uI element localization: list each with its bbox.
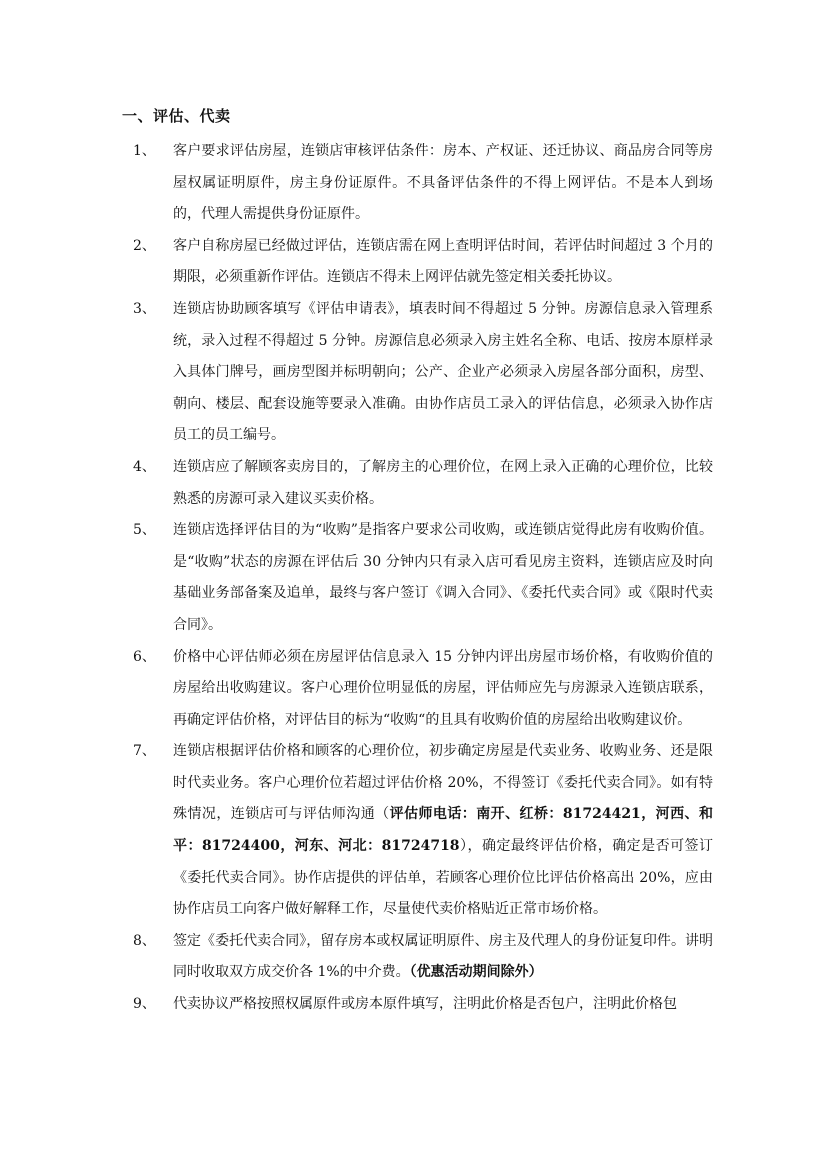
list-item-3 [133,294,713,452]
list-item-8 [133,926,713,989]
item-number: 7、 [133,743,156,760]
item-text-before: 签定《委托代卖合同》，留存房本或权属证明原件、房主及代理人的身份证复印件。讲明同时收取双方成交价各 1%的中介费。 [173,932,713,981]
list-item-2 [133,231,713,294]
item-text: 客户自称房屋已经做过评估，连锁店需在网上查明评估时间，若评估时间超过 3 个月的期限，必须重新作评估。连锁店不得未上网评估就先签定相关委托协议。 [173,237,713,286]
item-number: 8、 [133,932,156,949]
list-item-4 [133,452,713,515]
item-number: 4、 [133,458,156,475]
item-number: 3、 [133,300,156,317]
item-text: 连锁店协助顾客填写《评估申请表》，填表时间不得超过 5 分钟。房源信息录入管理系统，录入过程不得超过 5 分钟。房源信息必须录入房主姓名全称、电话、按房本原样录入具体门牌号，画房型图并标明朝向；公产、企业产必须录入房屋各部分面积，房型、朝向、楼层、配套设施等要录入准确。由协作店员工录入的评估信息，必须录入协作店员工的员工编号。 [173,300,713,444]
item-number: 2、 [133,237,156,254]
item-number: 9、 [133,996,156,1013]
item-text: 客户要求评估房屋，连锁店审核评估条件：房本、产权证、还迁协议、商品房合同等房屋权属证明原件，房主身份证原件。不具备评估条件的不得上网评估。不是本人到场的，代理人需提供身份证原件。 [173,143,713,223]
list-item-5 [133,515,713,641]
item-text-after: ），确定最终评估价格，确定是否可签订《委托代卖合同》。协作店提供的评估单，若顾客心理价位比评估价格高出 20%，应由协作店员工向客户做好解释工作，尽量使代卖价格贴近正常市场价格。 [173,838,714,918]
evaluator-phone-numbers: 评估师电话：南开、红桥：81724421，河西、和平：81724400，河东、河北：81724718 [173,806,713,855]
item-text [173,926,713,989]
promotion-exception-note: （优惠活动期间除外） [409,964,543,981]
list-item-9 [133,989,713,1021]
item-number: 6、 [133,648,156,665]
item-text: 连锁店选择评估目的为“收购”是指客户要求公司收购，或连锁店觉得此房有收购价值。是“收购”状态的房源在评估后 30 分钟内只有录入店可看见房主资料，连锁店应及时向基础业务部备案及追单，最终与客户签订《调入合同》、《委托代卖合同》或《限时代卖合同》。 [173,522,713,633]
item-text: 连锁店应了解顾客卖房目的，了解房主的心理价位，在网上录入正确的心理价位，比较熟悉的房源可录入建议买卖价格。 [173,458,713,507]
list-item-6 [133,642,713,737]
item-number: 1、 [133,143,156,159]
item-number: 5、 [133,522,156,539]
item-text [173,736,713,926]
item-text-before: 连锁店根据评估价格和顾客的心理价位，初步确定房屋是代卖业务、收购业务、还是限时代卖业务。客户心理价位若超过评估价格 20%，不得签订《委托代卖合同》。如有特殊情况，连锁店可与评估师沟通（ [173,743,713,823]
list-item-7 [133,736,714,926]
list-item-1 [133,136,713,231]
section-title: 一、评估、代卖 [122,107,231,125]
item-text: 代卖协议严格按照权属原件或房本原件填写，注明此价格是否包户，注明此价格包 [173,996,677,1013]
item-text: 价格中心评估师必须在房屋评估信息录入 15 分钟内评出房屋市场价格，有收购价值的房屋给出收购建议。客户心理价位明显低的房屋，评估师应先与房源录入连锁店联系，再确定评估价格，对评估目的标为“收购“的且具有收购价值的房屋给出收购建议价。 [173,648,713,728]
procedure-list [133,136,714,1021]
